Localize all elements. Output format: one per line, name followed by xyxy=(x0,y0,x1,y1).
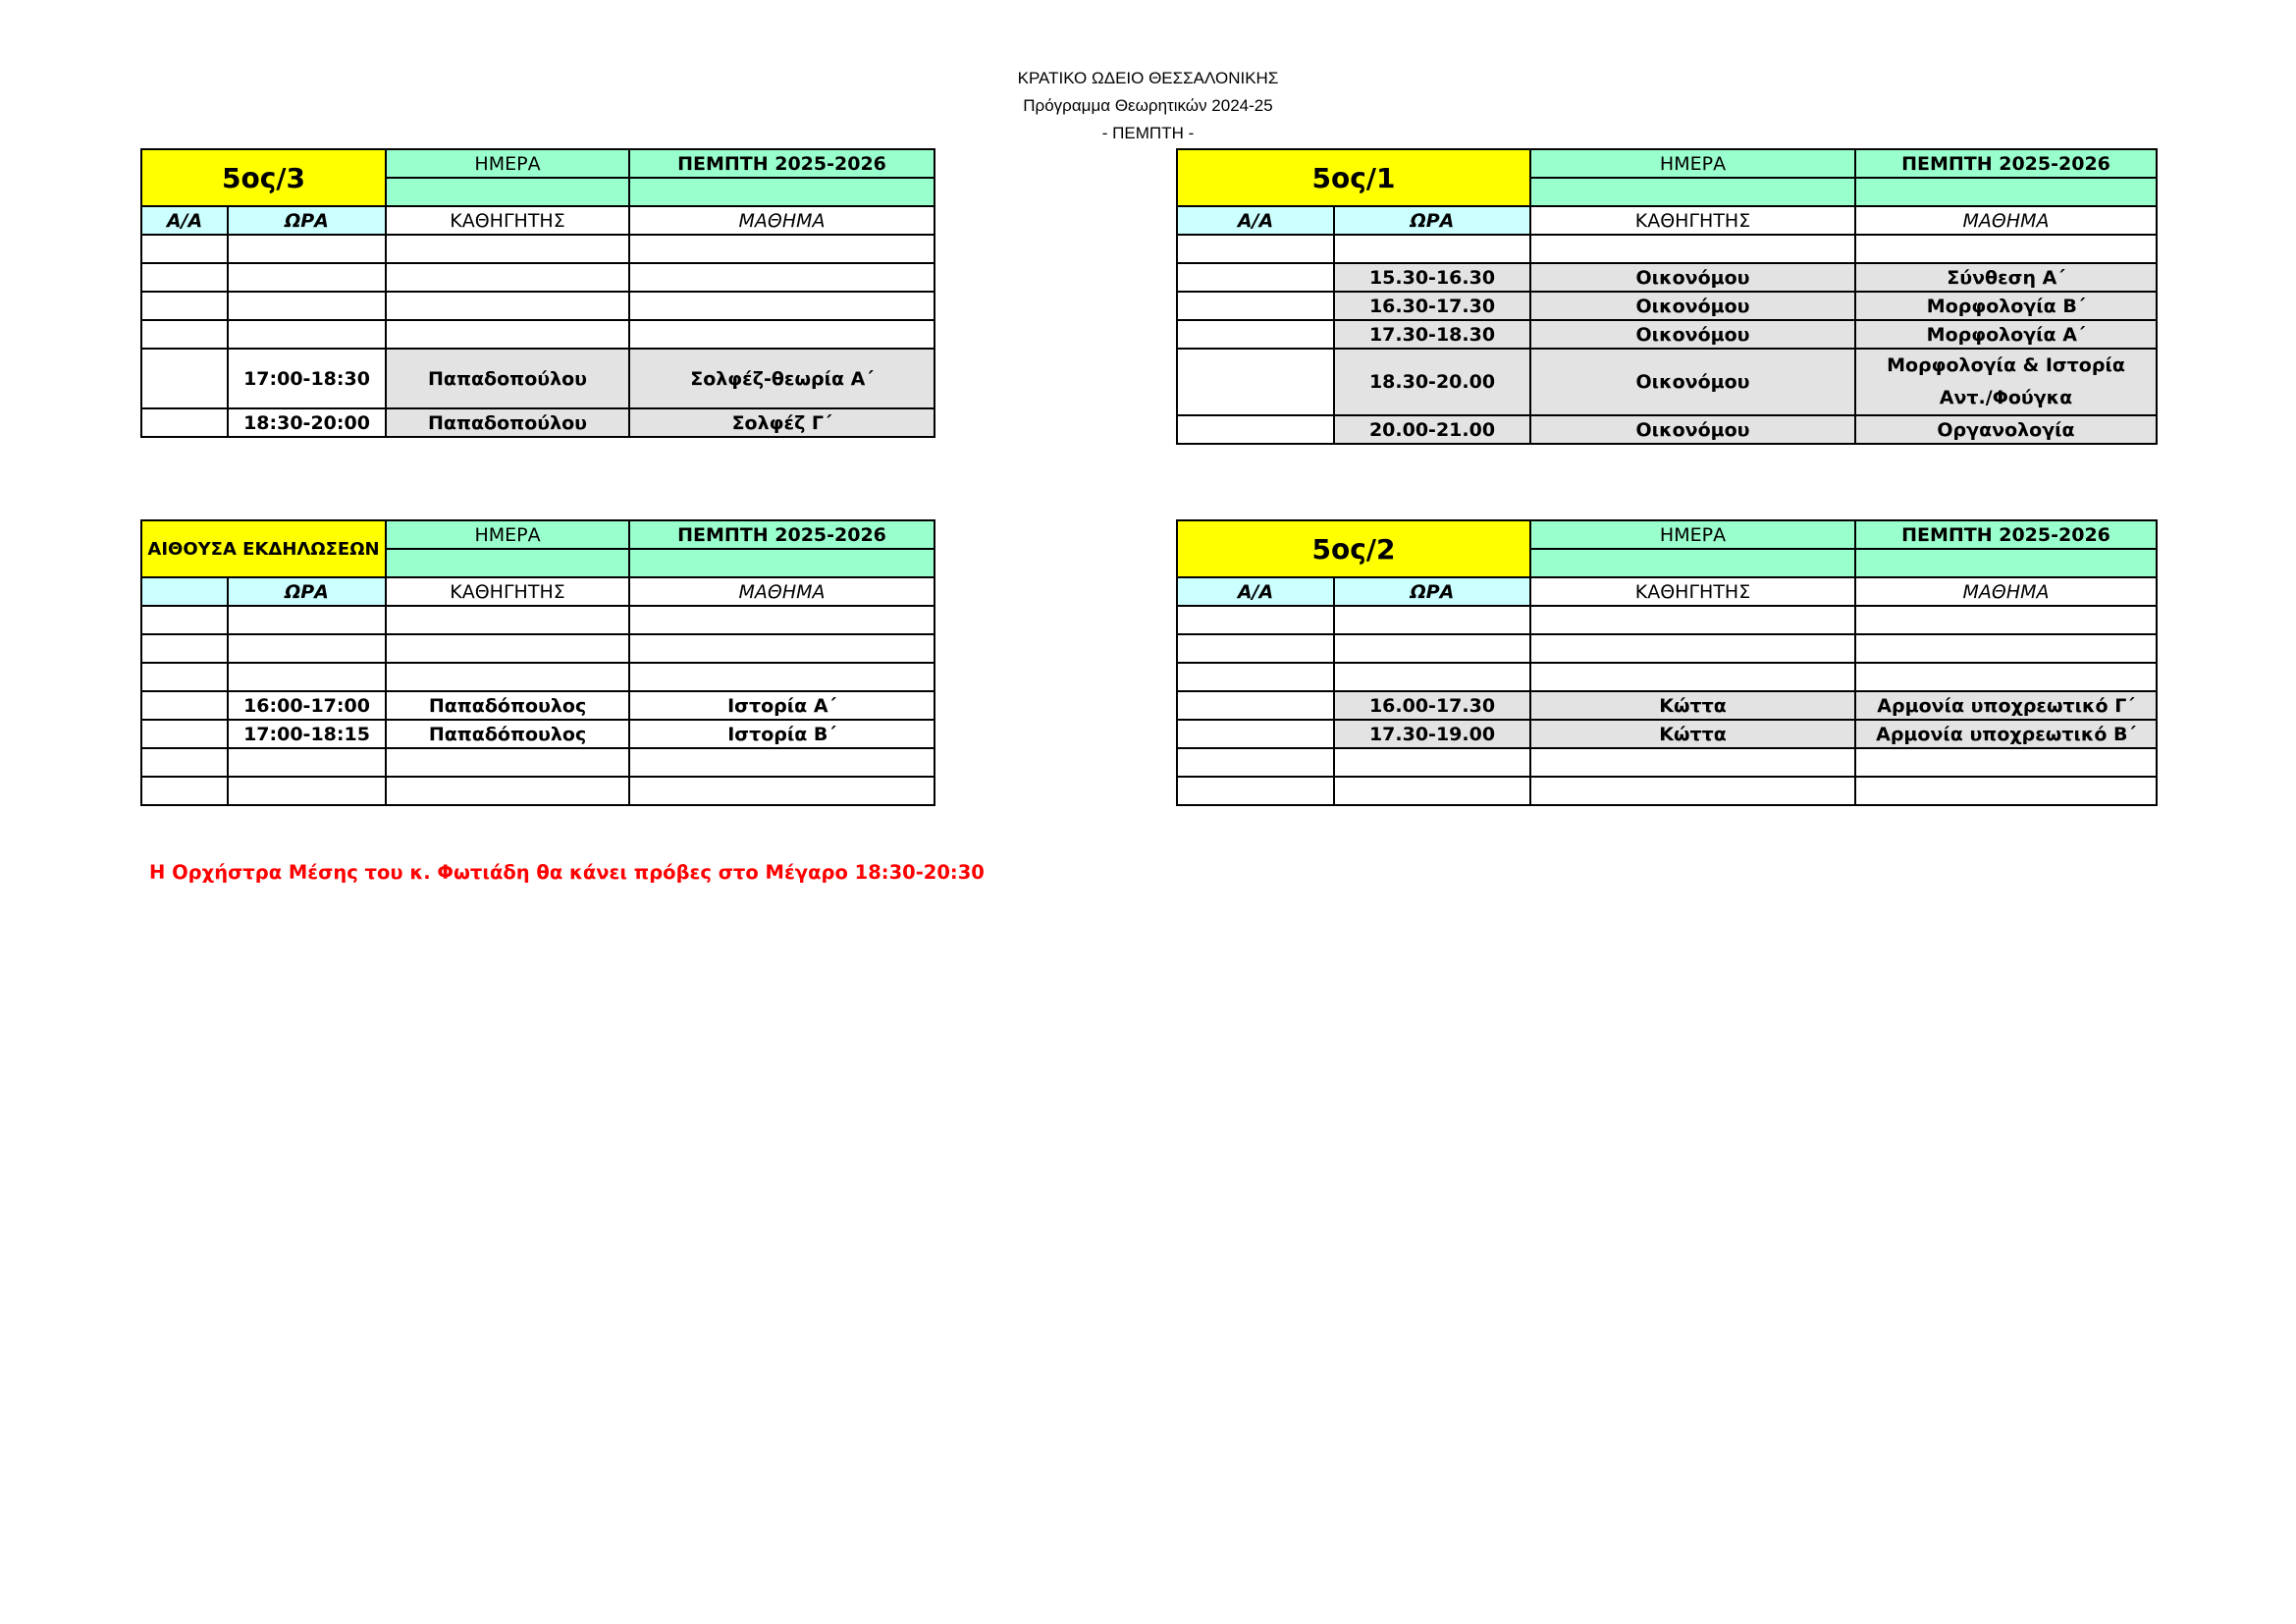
teacher-cell: Παπαδόπουλος xyxy=(386,691,629,720)
table-row xyxy=(1177,720,2157,748)
teacher-cell xyxy=(386,263,629,292)
time-cell xyxy=(1334,748,1530,777)
table-row xyxy=(1177,263,2157,292)
table-row xyxy=(141,606,934,634)
col-teacher-header: ΚΑΘΗΓΗΤΗΣ xyxy=(386,206,629,235)
empty-cell xyxy=(1530,549,1855,577)
col-lesson-header: ΜΑΘΗΜΑ xyxy=(1855,577,2157,606)
lesson-cell: Αρμονία υποχρεωτικό Β΄ xyxy=(1855,720,2157,748)
teacher-cell xyxy=(386,606,629,634)
aa-cell xyxy=(141,292,228,320)
day-label: ΗΜΕΡΑ xyxy=(1530,149,1855,178)
time-cell xyxy=(228,748,386,777)
table-row xyxy=(141,320,934,349)
lesson-cell xyxy=(629,263,934,292)
table-row xyxy=(1177,235,2157,263)
aa-cell xyxy=(1177,263,1334,292)
table-row xyxy=(141,691,934,720)
lesson-cell xyxy=(629,748,934,777)
lesson-cell: Αρμονία υποχρεωτικό Γ΄ xyxy=(1855,691,2157,720)
time-cell xyxy=(1334,606,1530,634)
column-header-row xyxy=(141,206,934,235)
time-cell: 16.00-17.30 xyxy=(1334,691,1530,720)
lesson-cell: Μορφολογία & Ιστορία Αντ./Φούγκα xyxy=(1855,349,2157,415)
table-row xyxy=(1177,320,2157,349)
aa-cell xyxy=(141,748,228,777)
teacher-cell xyxy=(1530,634,1855,663)
room-label: 5ος/1 xyxy=(1177,149,1530,206)
orchestra-rehearsal-note: Η Ορχήστρα Μέσης του κ. Φωτιάδη θα κάνει πρόβες στο Μέγαρο 18:30-20:30 xyxy=(149,861,985,884)
schedule-table-5os-2 xyxy=(1176,519,2158,806)
table-row xyxy=(141,292,934,320)
col-aa-header: Α/Α xyxy=(141,206,228,235)
empty-cell xyxy=(1855,549,2157,577)
empty-cell xyxy=(386,549,629,577)
time-cell xyxy=(228,292,386,320)
col-time-header: ΩΡΑ xyxy=(228,577,386,606)
col-time-header: ΩΡΑ xyxy=(1334,206,1530,235)
room-label: 5ος/2 xyxy=(1177,520,1530,577)
lesson-cell: Μορφολογία Β΄ xyxy=(1855,292,2157,320)
aa-cell xyxy=(141,235,228,263)
col-lesson-header: ΜΑΘΗΜΑ xyxy=(629,206,934,235)
table-row xyxy=(141,349,934,408)
table-row xyxy=(141,235,934,263)
day-value: ΠΕΜΠΤΗ 2025-2026 xyxy=(1855,149,2157,178)
schedule-table-5os-1 xyxy=(1176,148,2158,445)
lesson-cell xyxy=(629,235,934,263)
table-row xyxy=(141,720,934,748)
aa-cell xyxy=(1177,748,1334,777)
lesson-cell xyxy=(629,292,934,320)
table-header-row xyxy=(1177,149,2157,178)
teacher-cell: Οικονόμου xyxy=(1530,349,1855,415)
table-row xyxy=(141,748,934,777)
lesson-cell xyxy=(629,634,934,663)
aa-cell xyxy=(1177,663,1334,691)
time-cell xyxy=(228,320,386,349)
lesson-cell: Σολφέζ-θεωρία Α΄ xyxy=(629,349,934,408)
day-label: ΗΜΕΡΑ xyxy=(386,520,629,549)
aa-cell xyxy=(141,634,228,663)
aa-cell xyxy=(141,320,228,349)
col-teacher-header: ΚΑΘΗΓΗΤΗΣ xyxy=(1530,206,1855,235)
table-row xyxy=(1177,663,2157,691)
lesson-cell: Οργανολογία xyxy=(1855,415,2157,444)
col-teacher-header: ΚΑΘΗΓΗΤΗΣ xyxy=(1530,577,1855,606)
teacher-cell: Οικονόμου xyxy=(1530,263,1855,292)
time-cell xyxy=(228,235,386,263)
time-cell: 18:30-20:00 xyxy=(228,408,386,437)
lesson-cell xyxy=(629,606,934,634)
teacher-cell: Παπαδόπουλος xyxy=(386,720,629,748)
table-row xyxy=(1177,691,2157,720)
column-header-row xyxy=(1177,206,2157,235)
teacher-cell xyxy=(386,663,629,691)
day-title: - ΠΕΜΠΤΗ - xyxy=(1101,124,1195,142)
teacher-cell xyxy=(1530,748,1855,777)
teacher-cell: Παπαδοπούλου xyxy=(386,408,629,437)
col-aa-header: Α/Α xyxy=(1177,577,1334,606)
lesson-cell xyxy=(1855,777,2157,805)
day-label: ΗΜΕΡΑ xyxy=(386,149,629,178)
teacher-cell xyxy=(386,634,629,663)
time-cell xyxy=(228,606,386,634)
teacher-cell: Οικονόμου xyxy=(1530,292,1855,320)
lesson-cell xyxy=(629,320,934,349)
lesson-cell: Ιστορία Β΄ xyxy=(629,720,934,748)
teacher-cell: Παπαδοπούλου xyxy=(386,349,629,408)
time-cell xyxy=(228,263,386,292)
schedule-table-5os-3 xyxy=(140,148,935,438)
time-cell xyxy=(1334,634,1530,663)
program-title: Πρόγραμμα Θεωρητικών 2024-25 xyxy=(1023,96,1273,115)
table-header-row xyxy=(141,520,934,549)
column-header-row xyxy=(1177,577,2157,606)
teacher-cell xyxy=(1530,235,1855,263)
aa-cell xyxy=(141,720,228,748)
day-value: ΠΕΜΠΤΗ 2025-2026 xyxy=(1855,520,2157,549)
aa-cell xyxy=(1177,415,1334,444)
empty-cell xyxy=(1530,178,1855,206)
table-row xyxy=(141,634,934,663)
table-row xyxy=(1177,292,2157,320)
teacher-cell: Οικονόμου xyxy=(1530,415,1855,444)
time-cell xyxy=(228,634,386,663)
aa-cell xyxy=(141,663,228,691)
empty-cell xyxy=(629,178,934,206)
aa-cell xyxy=(1177,320,1334,349)
teacher-cell xyxy=(386,748,629,777)
time-cell: 18.30-20.00 xyxy=(1334,349,1530,415)
time-cell: 16:00-17:00 xyxy=(228,691,386,720)
room-label: 5ος/3 xyxy=(141,149,386,206)
time-cell: 17:00-18:15 xyxy=(228,720,386,748)
aa-cell xyxy=(141,349,228,408)
table-row xyxy=(1177,777,2157,805)
lesson-cell: Σύνθεση Α΄ xyxy=(1855,263,2157,292)
table-row xyxy=(141,408,934,437)
time-cell: 17.30-19.00 xyxy=(1334,720,1530,748)
empty-cell xyxy=(1855,178,2157,206)
time-cell: 16.30-17.30 xyxy=(1334,292,1530,320)
aa-cell xyxy=(1177,606,1334,634)
empty-cell xyxy=(386,178,629,206)
empty-cell xyxy=(141,577,228,606)
teacher-cell: Κώττα xyxy=(1530,720,1855,748)
institution-title: ΚΡΑΤΙΚΟ ΩΔΕΙΟ ΘΕΣΣΑΛΟΝΙΚΗΣ xyxy=(1017,69,1279,87)
col-lesson-header: ΜΑΘΗΜΑ xyxy=(1855,206,2157,235)
teacher-cell xyxy=(1530,663,1855,691)
col-time-header: ΩΡΑ xyxy=(228,206,386,235)
col-teacher-header: ΚΑΘΗΓΗΤΗΣ xyxy=(386,577,629,606)
time-cell xyxy=(1334,777,1530,805)
time-cell xyxy=(1334,235,1530,263)
teacher-cell xyxy=(1530,777,1855,805)
column-header-row xyxy=(141,577,934,606)
aa-cell xyxy=(141,408,228,437)
col-aa-header: Α/Α xyxy=(1177,206,1334,235)
empty-cell xyxy=(629,549,934,577)
table-row xyxy=(141,777,934,805)
day-value: ΠΕΜΠΤΗ 2025-2026 xyxy=(629,520,934,549)
table-row xyxy=(1177,415,2157,444)
teacher-cell xyxy=(386,777,629,805)
teacher-cell: Κώττα xyxy=(1530,691,1855,720)
time-cell xyxy=(228,663,386,691)
time-cell xyxy=(1334,663,1530,691)
lesson-cell: Ιστορία Α΄ xyxy=(629,691,934,720)
table-row xyxy=(1177,349,2157,415)
teacher-cell xyxy=(386,320,629,349)
lesson-cell xyxy=(1855,235,2157,263)
lesson-cell: Μορφολογία Α΄ xyxy=(1855,320,2157,349)
aa-cell xyxy=(1177,720,1334,748)
aa-cell xyxy=(1177,349,1334,415)
aa-cell xyxy=(141,777,228,805)
aa-cell xyxy=(141,606,228,634)
room-label: ΑΙΘΟΥΣΑ ΕΚΔΗΛΩΣΕΩΝ xyxy=(141,520,386,577)
teacher-cell xyxy=(386,235,629,263)
teacher-cell: Οικονόμου xyxy=(1530,320,1855,349)
time-cell: 20.00-21.00 xyxy=(1334,415,1530,444)
lesson-cell xyxy=(1855,663,2157,691)
lesson-cell xyxy=(1855,748,2157,777)
col-lesson-header: ΜΑΘΗΜΑ xyxy=(629,577,934,606)
lesson-cell xyxy=(1855,634,2157,663)
table-header-row xyxy=(141,149,934,178)
lesson-cell xyxy=(1855,606,2157,634)
aa-cell xyxy=(1177,292,1334,320)
table-row xyxy=(141,263,934,292)
table-row xyxy=(1177,748,2157,777)
aa-cell xyxy=(1177,235,1334,263)
lesson-cell xyxy=(629,663,934,691)
table-header-row xyxy=(1177,520,2157,549)
day-label: ΗΜΕΡΑ xyxy=(1530,520,1855,549)
teacher-cell xyxy=(1530,606,1855,634)
lesson-cell: Σολφέζ Γ΄ xyxy=(629,408,934,437)
table-row xyxy=(141,663,934,691)
col-time-header: ΩΡΑ xyxy=(1334,577,1530,606)
teacher-cell xyxy=(386,292,629,320)
aa-cell xyxy=(1177,777,1334,805)
aa-cell xyxy=(1177,634,1334,663)
table-row xyxy=(1177,634,2157,663)
time-cell xyxy=(228,777,386,805)
time-cell: 17.30-18.30 xyxy=(1334,320,1530,349)
schedule-table-event-hall xyxy=(140,519,935,806)
lesson-cell xyxy=(629,777,934,805)
time-cell: 17:00-18:30 xyxy=(228,349,386,408)
day-value: ΠΕΜΠΤΗ 2025-2026 xyxy=(629,149,934,178)
aa-cell xyxy=(141,263,228,292)
aa-cell xyxy=(1177,691,1334,720)
time-cell: 15.30-16.30 xyxy=(1334,263,1530,292)
table-row xyxy=(1177,606,2157,634)
aa-cell xyxy=(141,691,228,720)
